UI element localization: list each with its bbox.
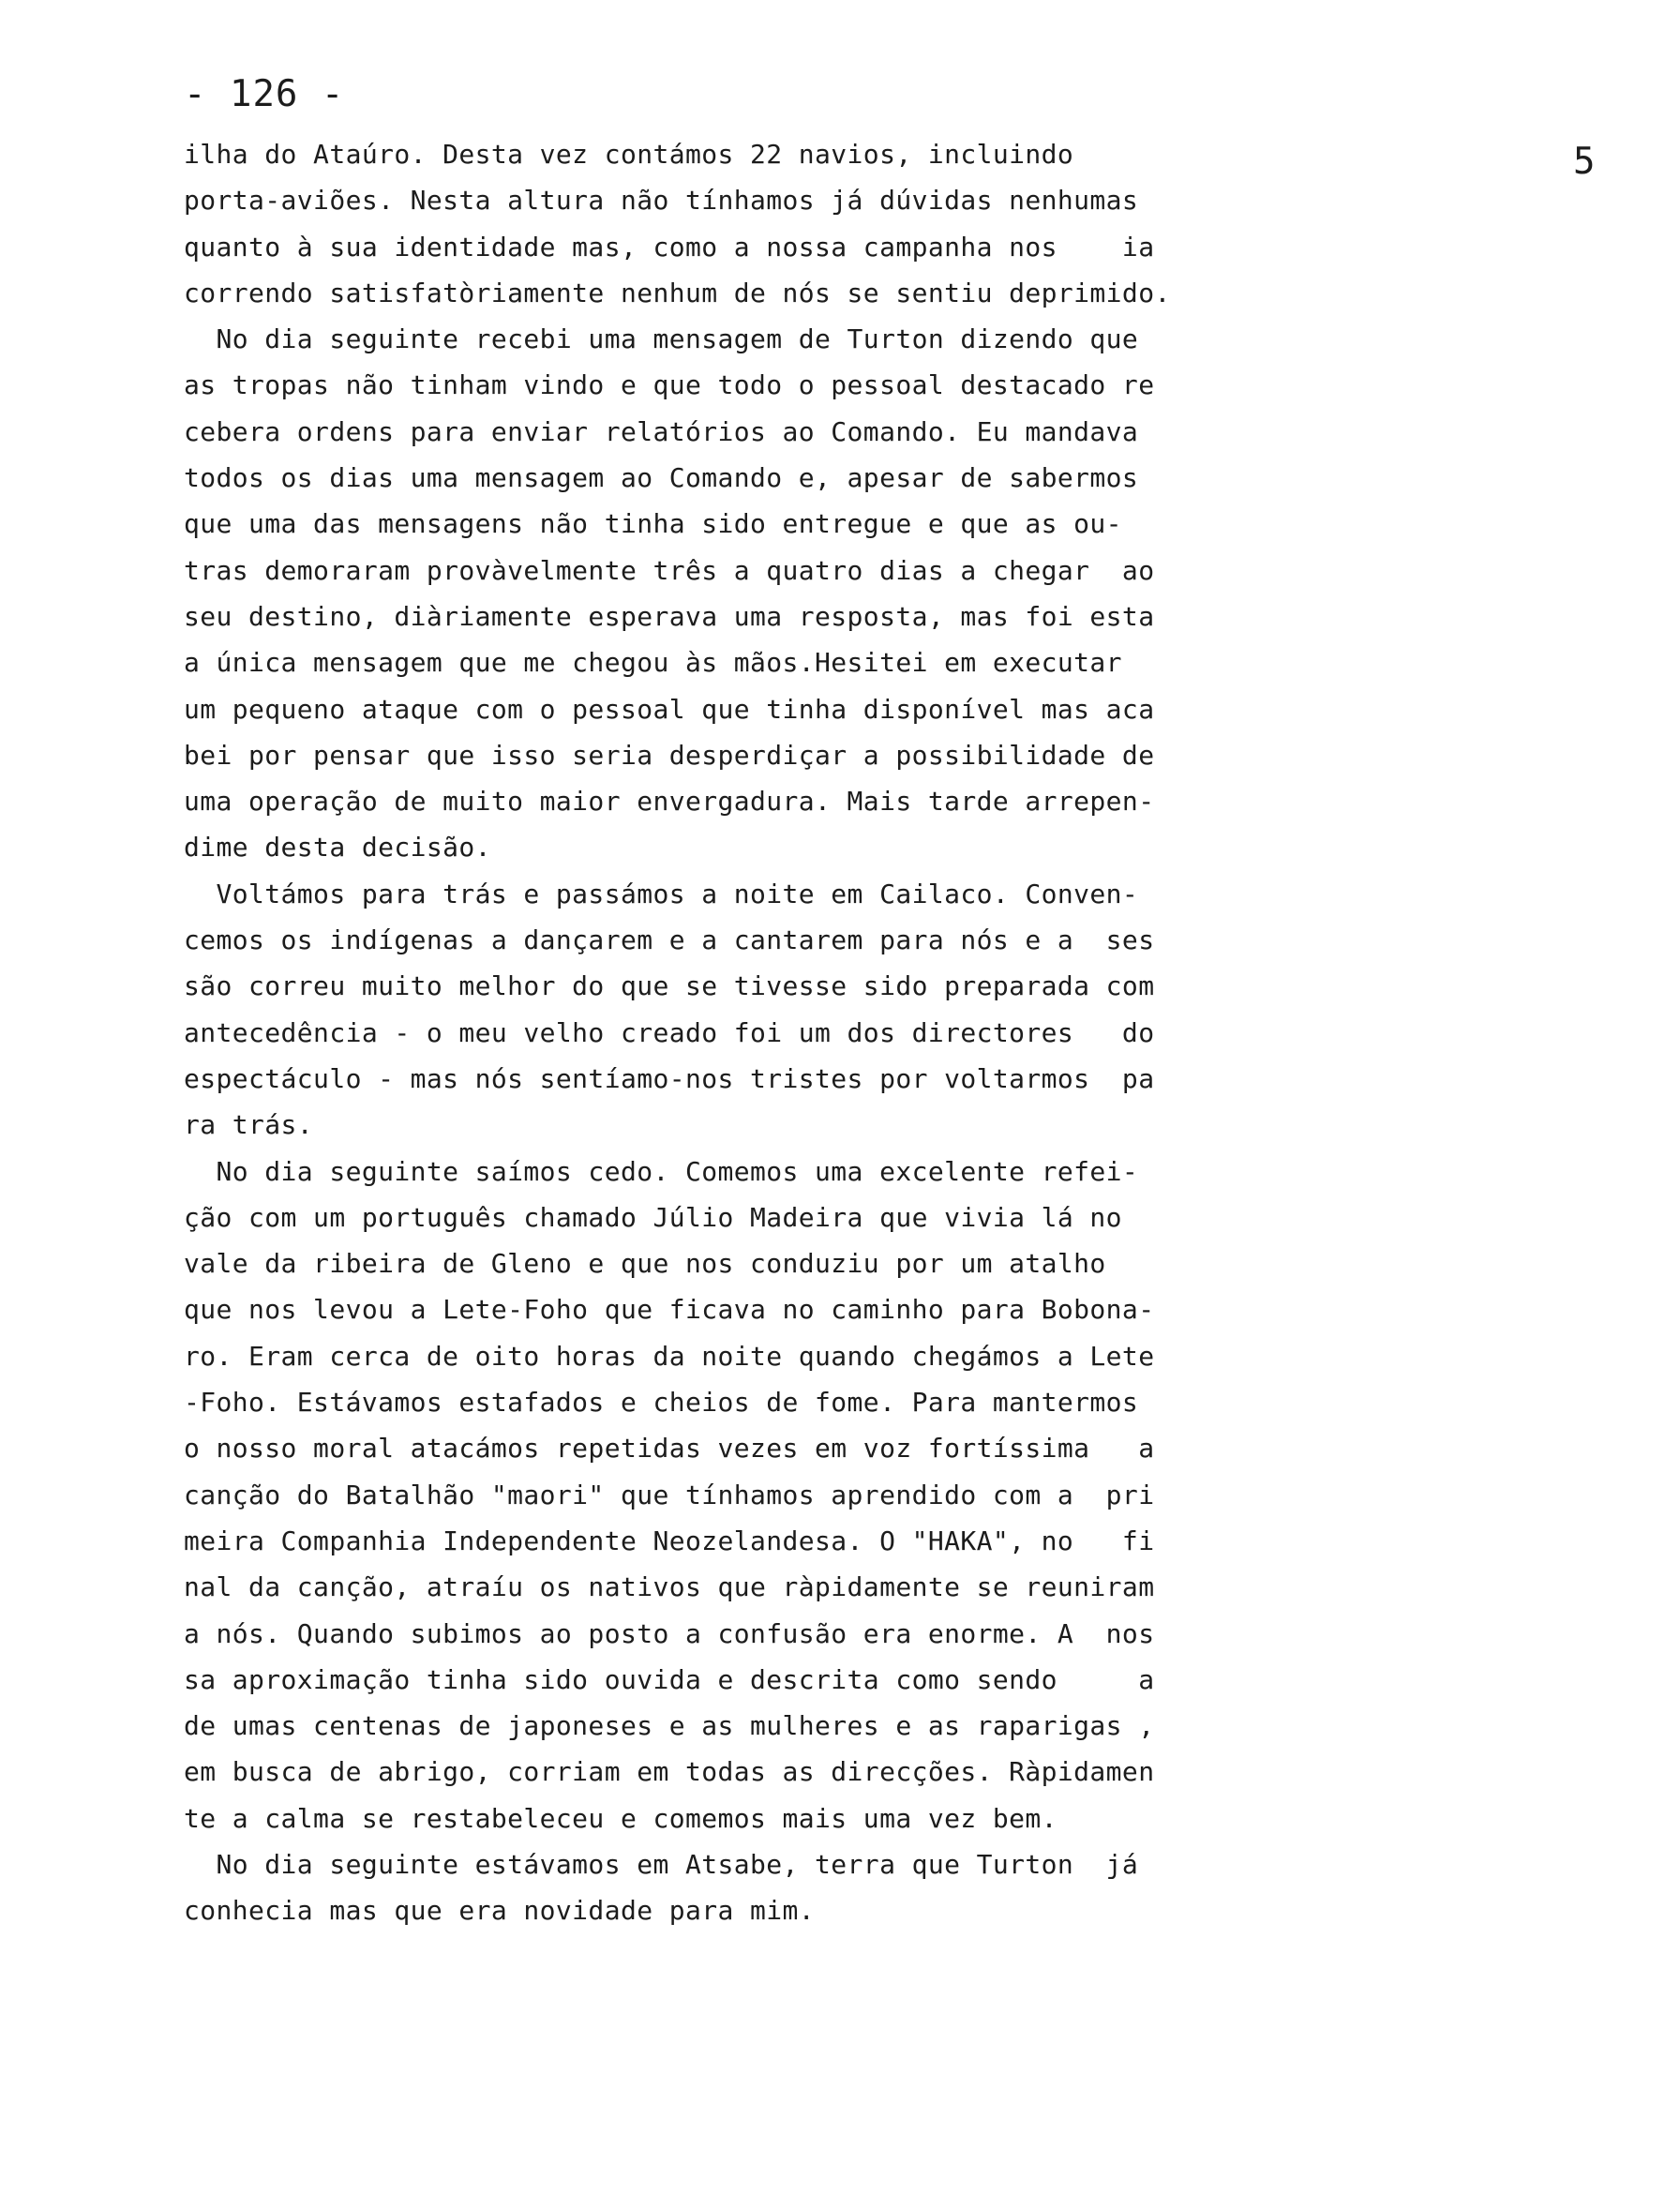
page-number: - 126 - [184,73,345,115]
text-line: sa aproximação tinha sido ouvida e descrita como sendo a [184,1663,1155,1695]
text-line: bei por pensar que isso seria desperdiçar a possibilidade de [184,739,1155,771]
text-line: um pequeno ataque com o pessoal que tinha disponível mas aca [184,693,1155,725]
text-line: ilha do Ataúro. Desta vez contámos 22 navios, incluindo [184,139,1074,170]
text-line: as tropas não tinham vindo e que todo o pessoal destacado re [184,369,1155,401]
text-line: porta-aviões. Nesta altura não tínhamos já dúvidas nenhumas [184,185,1139,217]
text-line: antecedência - o meu velho creado foi um dos directores do [184,1016,1155,1048]
text-line: cemos os indígenas a dançarem e a cantarem para nós e a ses [184,924,1155,956]
text-line: a única mensagem que me chegou às mãos.Hesitei em executar [184,647,1122,679]
text-line: seu destino, diàriamente esperava uma resposta, mas foi esta [184,600,1155,632]
text-line: são correu muito melhor do que se tivesse sido preparada com [184,970,1155,1002]
text-line: No dia seguinte estávamos em Atsabe, terra que Turton já [184,1848,1139,1880]
text-line: Voltámos para trás e passámos a noite em Cailaco. Conven- [184,878,1139,909]
text-line: uma operação de muito maior envergadura. Mais tarde arrepen- [184,786,1155,818]
text-line: dime desta decisão. [184,832,491,864]
text-line: meira Companhia Independente Neozelandesa. O "HAKA", no fi [184,1525,1155,1556]
text-line: conhecia mas que era novidade para mim. [184,1895,816,1927]
text-line: que nos levou a Lete-Foho que ficava no caminho para Bobona- [184,1294,1155,1326]
text-line: te a calma se restabeleceu e comemos mais uma vez bem. [184,1802,1058,1834]
text-line: ção com um português chamado Júlio Madeira que vivia lá no [184,1201,1122,1233]
text-line: vale da ribeira de Gleno e que nos conduziu por um atalho [184,1248,1106,1280]
text-line: cebera ordens para enviar relatórios ao Comando. Eu mandava [184,415,1139,447]
text-line: -Foho. Estávamos estafados e cheios de fome. Para mantermos [184,1387,1139,1419]
text-line: de umas centenas de japoneses e as mulheres e as raparigas , [184,1710,1155,1742]
text-line: em busca de abrigo, corriam em todas as direcções. Ràpidamen [184,1756,1155,1788]
text-line: nal da canção, atraíu os nativos que ràpidamente se reuniram [184,1571,1155,1603]
margin-line-number: 5 [1573,141,1596,183]
text-line: que uma das mensagens não tinha sido entregue e que as ou- [184,508,1122,540]
text-line: espectáculo - mas nós sentíamo-nos tristes por voltarmos pa [184,1062,1155,1094]
body-text [184,131,1609,1934]
text-line: ro. Eram cerca de oito horas da noite quando chegámos a Lete [184,1340,1155,1372]
text-line: canção do Batalhão "maori" que tínhamos aprendido com a pri [184,1479,1155,1510]
text-line: o nosso moral atacámos repetidas vezes em voz fortíssima a [184,1433,1155,1465]
text-line: todos os dias uma mensagem ao Comando e, apesar de sabermos [184,462,1139,494]
text-line: ra trás. [184,1109,314,1141]
text-line: a nós. Quando subimos ao posto a confusão era enorme. A nos [184,1617,1155,1649]
text-line: No dia seguinte saímos cedo. Comemos uma excelente refei- [184,1155,1139,1187]
text-line: tras demoraram provàvelmente três a quatro dias a chegar ao [184,554,1155,586]
text-line: correndo satisfatòriamente nenhum de nós se sentiu deprimido. [184,277,1171,308]
text-line: No dia seguinte recebi uma mensagem de Turton dizendo que [184,323,1139,355]
text-line: quanto à sua identidade mas, como a nossa campanha nos ia [184,231,1155,263]
